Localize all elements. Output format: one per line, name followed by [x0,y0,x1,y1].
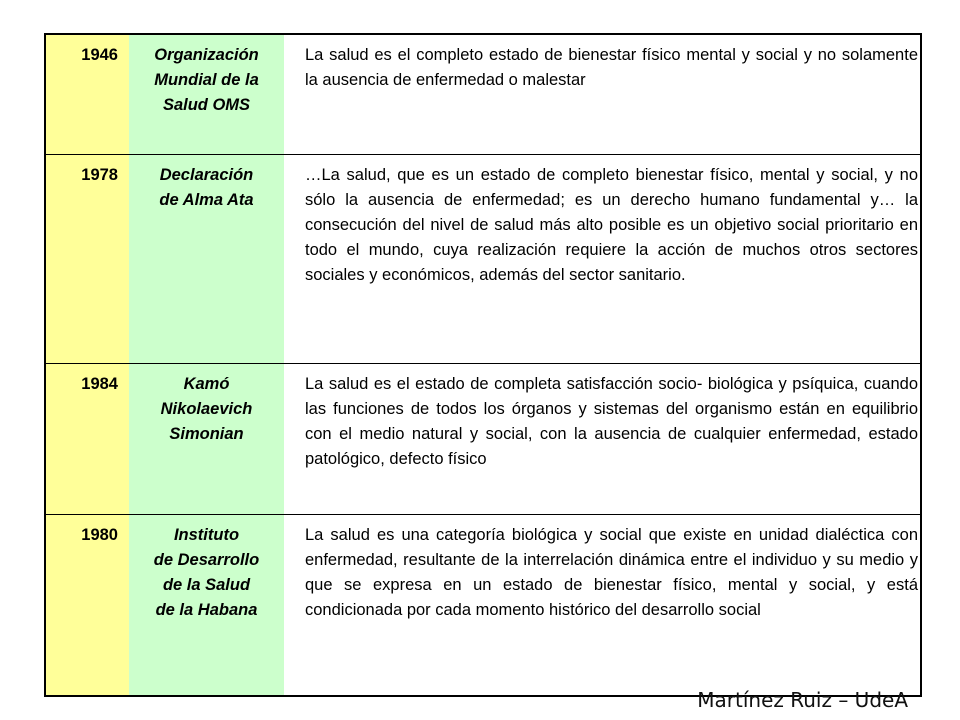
organization-line: Mundial de la [154,71,259,89]
year-cell: 1980 [45,515,129,697]
organization-cell [129,155,284,364]
definition-cell: …La salud, que es un estado de completo bienestar físico, mental y social, y no sólo la ausencia de enfermedad; es un derecho humano fundamental y… la consecución del nivel de salud más alto posible es un objetivo social prioritario en todo el mundo, cuya realización requiere la acción de muchos otros sectores sociales y económicos, además del sector sanitario. [284,155,921,364]
definition-cell: La salud es el estado de completa satisfacción socio- biológica y psíquica, cuando las funciones de todos los órganos y sistemas del organismo están en equilibrio con el medio natural y social, con la ausencia de cualquier enfermedad, estado patológico, defecto físico [284,364,921,515]
organization-line: Organización [154,46,259,64]
organization-line: Declaración [159,166,254,184]
organization-line: Kamó [183,375,230,393]
definition-cell: La salud es una categoría biológica y social que existe en unidad dialéctica con enfermedad, resultante de la interrelación dinámica entre el individuo y su medio y que se expresa en un estado de bienestar físico, mental y social, y está condicionada por cada momento histórico del desarrollo social [284,515,921,697]
organization-line: Salud OMS [162,96,251,114]
table-row [45,34,921,155]
year-cell: 1946 [45,34,129,155]
organization-cell [129,364,284,515]
organization-line: Simonian [169,425,244,443]
table-row [45,364,921,515]
table-row [45,155,921,364]
organization-line: de Alma Ata [159,191,254,209]
organization-line: de la Salud [162,576,251,594]
organization-line: Nikolaevich [160,400,253,418]
health-definitions-table [44,33,922,697]
organization-line: de la Habana [155,601,258,619]
year-cell: 1978 [45,155,129,364]
organization-line: de Desarrollo [153,551,260,569]
year-cell: 1984 [45,364,129,515]
organization-cell [129,34,284,155]
organization-line: Instituto [173,526,240,544]
definition-cell: La salud es el completo estado de bienestar físico mental y social y no solamente la ausencia de enfermedad o malestar [284,34,921,155]
table-row [45,515,921,697]
author-credit: Martínez Ruiz – UdeA [697,688,908,712]
organization-cell [129,515,284,697]
